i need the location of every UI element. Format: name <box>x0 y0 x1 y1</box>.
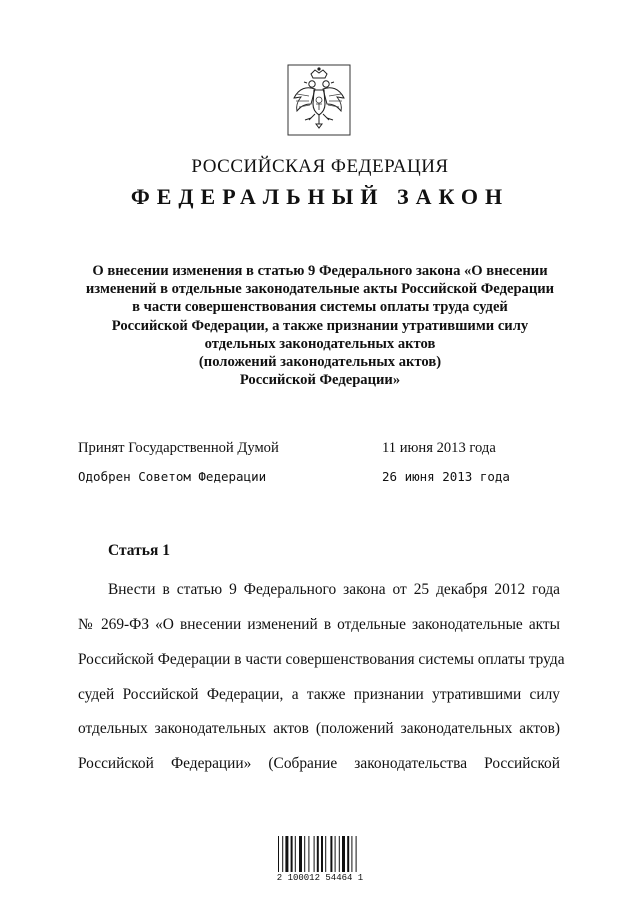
article-text-line: Внести в статью 9 Федерального закона от 25 декабря 2012 года <box>108 581 560 598</box>
article-text-line: № 269-ФЗ «О внесении изменений в отдельные законодательные акты <box>78 616 560 633</box>
adoption-date: 11 июня 2013 года <box>382 440 496 456</box>
adoption-date: 26 июня 2013 года <box>382 469 510 484</box>
barcode-number: 2 100012 54464 1 <box>276 873 364 883</box>
article-text-line: Российской Федерации в части совершенствования системы оплаты труда <box>78 651 565 668</box>
law-name-line: О внесении изменения в статью 9 Федерального закона «О внесении <box>92 263 548 279</box>
law-type-title: ФЕДЕРАЛЬНЫЙ ЗАКОН <box>130 184 510 209</box>
article-text-line: отдельных законодательных актов (положений законодательных актов) <box>78 720 560 737</box>
federation-heading: РОССИЙСКАЯ ФЕДЕРАЦИЯ <box>191 156 449 177</box>
law-name-line: Российской Федерации, а также признании утратившими силу <box>111 317 529 334</box>
adoption-label: Одобрен Советом Федерации <box>78 469 267 484</box>
article-text-line: Российской Федерации» (Собрание законодательства Российской <box>78 755 560 772</box>
adoption-label: Принят Государственной Думой <box>78 440 279 456</box>
law-name-line: (положений законодательных актов) <box>198 354 442 371</box>
law-name-line: отдельных законодательных актов <box>204 335 436 352</box>
law-name-line: изменений в отдельные законодательные акты Российской Федерации <box>85 281 555 298</box>
article-text-line: судей Российской Федерации, а также признании утратившими силу <box>78 686 560 703</box>
coat-of-arms-icon <box>287 64 351 136</box>
law-name-line: Российской Федерации» <box>239 372 401 389</box>
article-heading: Статья 1 <box>108 542 170 559</box>
law-name-line: в части совершенствования системы оплаты труда судей <box>132 299 508 316</box>
law-name <box>60 262 580 389</box>
